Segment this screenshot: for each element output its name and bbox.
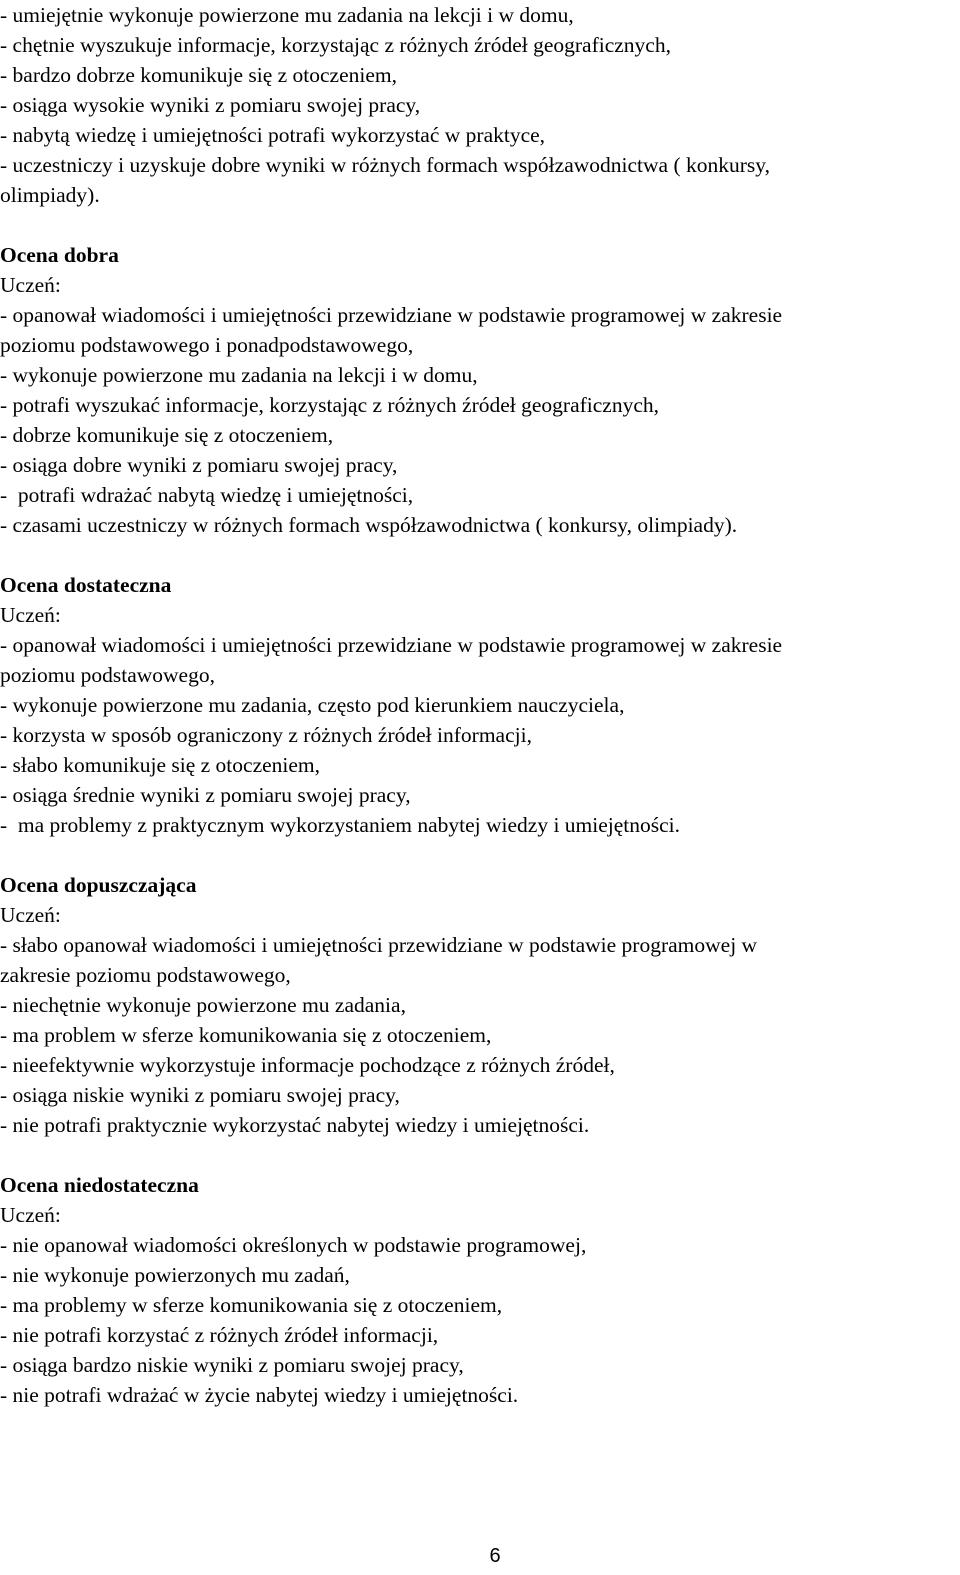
list-item: poziomu podstawowego, [0,663,215,687]
section-spacer [0,210,960,240]
list-item: - ma problemy w sferze komunikowania się z otoczeniem, [0,1293,503,1317]
list-item: - opanował wiadomości i umiejętności przewidziane w podstawie programowej w zakresie [0,303,783,327]
list-item: poziomu podstawowego i ponadpodstawowego, [0,333,414,357]
list-item: olimpiady). [0,183,100,207]
list-item: - bardzo dobrze komunikuje się z otoczeniem, [0,63,398,87]
section-ocena-dobra [0,240,960,540]
list-item: - chętnie wyszukuje informacje, korzystając z różnych źródeł geograficznych, [0,33,671,57]
list-item: - nieefektywnie wykorzystuje informacje pochodzące z różnych źródeł, [0,1053,615,1077]
section-heading: Ocena dobra [0,243,119,267]
list-item: - osiąga dobre wyniki z pomiaru swojej pracy, [0,453,398,477]
list-item: - potrafi wdrażać nabytą wiedzę i umiejętności, [0,483,414,507]
list-item: - niechętnie wykonuje powierzone mu zadania, [0,993,406,1017]
list-item: - osiąga bardzo niskie wyniki z pomiaru swojej pracy, [0,1353,464,1377]
list-item: - uczestniczy i uzyskuje dobre wyniki w różnych formach współzawodnictwa ( konkursy, [0,153,770,177]
list-item: - ma problemy z praktycznym wykorzystaniem nabytej wiedzy i umiejętności. [0,813,681,837]
list-item: - nie opanował wiadomości określonych w podstawie programowej, [0,1233,587,1257]
list-item: - osiąga średnie wyniki z pomiaru swojej pracy, [0,783,411,807]
section-heading: Ocena dostateczna [0,573,172,597]
list-item: - słabo komunikuje się z otoczeniem, [0,753,321,777]
section-spacer [0,1140,960,1170]
intro-block [0,0,960,210]
list-item: - czasami uczestniczy w różnych formach współzawodnictwa ( konkursy, olimpiady). [0,513,738,537]
list-item: - dobrze komunikuje się z otoczeniem, [0,423,334,447]
section-heading: Ocena niedostateczna [0,1173,199,1197]
list-item: - słabo opanował wiadomości i umiejętności przewidziane w podstawie programowej w [0,933,758,957]
list-item: - nie potrafi korzystać z różnych źródeł informacji, [0,1323,439,1347]
list-item: - potrafi wyszukać informacje, korzystając z różnych źródeł geograficznych, [0,393,660,417]
section-ocena-dostateczna [0,570,960,840]
list-item: - umiejętnie wykonuje powierzone mu zadania na lekcji i w domu, [0,3,574,27]
list-item: - nabytą wiedzę i umiejętności potrafi wykorzystać w praktyce, [0,123,546,147]
section-subject: Uczeń: [0,903,61,927]
list-item: - osiąga niskie wyniki z pomiaru swojej pracy, [0,1083,400,1107]
list-item: - nie potrafi wdrażać w życie nabytej wiedzy i umiejętności. [0,1383,519,1407]
list-item: - korzysta w sposób ograniczony z różnych źródeł informacji, [0,723,532,747]
list-item: zakresie poziomu podstawowego, [0,963,291,987]
section-subject: Uczeń: [0,603,61,627]
list-item: - nie potrafi praktycznie wykorzystać nabytej wiedzy i umiejętności. [0,1113,590,1137]
section-spacer [0,840,960,870]
list-item: - ma problem w sferze komunikowania się z otoczeniem, [0,1023,492,1047]
list-item: - osiąga wysokie wyniki z pomiaru swojej pracy, [0,93,421,117]
section-ocena-dopuszczajaca [0,870,960,1140]
page-number: 6 [489,1545,501,1567]
section-ocena-niedostateczna [0,1170,960,1410]
section-spacer [0,540,960,570]
list-item: - wykonuje powierzone mu zadania, często pod kierunkiem nauczyciela, [0,693,625,717]
section-heading: Ocena dopuszczająca [0,873,197,897]
section-subject: Uczeń: [0,273,61,297]
section-subject: Uczeń: [0,1203,61,1227]
list-item: - opanował wiadomości i umiejętności przewidziane w podstawie programowej w zakresie [0,633,783,657]
list-item: - wykonuje powierzone mu zadania na lekcji i w domu, [0,363,478,387]
list-item: - nie wykonuje powierzonych mu zadań, [0,1263,350,1287]
